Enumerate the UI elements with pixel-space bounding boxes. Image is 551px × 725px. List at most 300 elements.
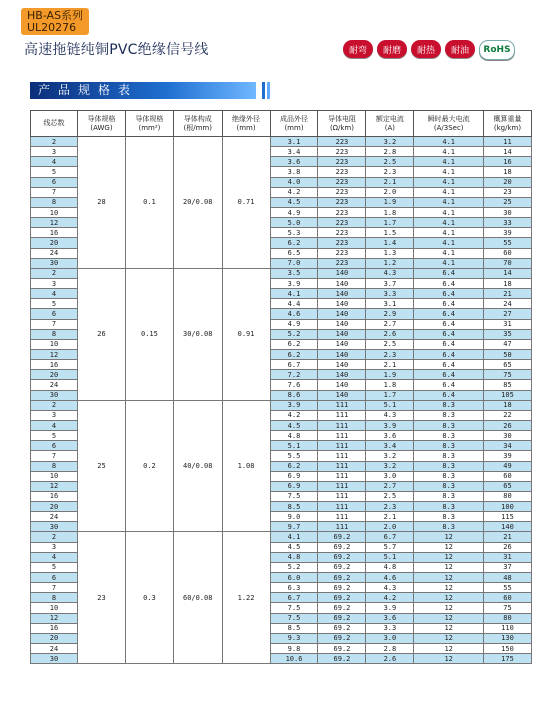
cell-rated-current: 1.8 <box>366 380 414 390</box>
cell-resistance: 223 <box>318 167 366 177</box>
cell-max-current: 4.1 <box>414 238 484 248</box>
cell-core-count: 16 <box>31 228 78 238</box>
cell-construction: 40/0.08 <box>173 400 222 532</box>
cell-resistance: 223 <box>318 187 366 197</box>
cell-outer-diameter: 8.5 <box>270 502 318 512</box>
cell-rated-current: 1.3 <box>366 248 414 258</box>
cell-max-current: 12 <box>414 552 484 562</box>
cell-core-count: 20 <box>31 238 78 248</box>
cell-resistance: 69.2 <box>318 542 366 552</box>
cell-core-count: 3 <box>31 147 78 157</box>
rohs-badge: RoHS <box>479 40 515 60</box>
cell-rated-current: 5.1 <box>366 552 414 562</box>
cell-max-current: 4.1 <box>414 187 484 197</box>
cell-weight: 26 <box>484 420 532 430</box>
cell-max-current: 12 <box>414 573 484 583</box>
cell-outer-diameter: 9.8 <box>270 644 318 654</box>
cell-resistance: 140 <box>318 370 366 380</box>
cell-rated-current: 2.8 <box>366 147 414 157</box>
column-header-unit: (A/3Sec) <box>433 123 464 132</box>
cell-max-current: 8.3 <box>414 522 484 532</box>
cell-core-count: 7 <box>31 187 78 197</box>
cell-max-current: 6.4 <box>414 309 484 319</box>
cell-insulation-od: 1.08 <box>222 400 270 532</box>
column-header-name: 导体规格 <box>87 114 116 123</box>
cell-rated-current: 2.3 <box>366 349 414 359</box>
column-header-name: 成品外径 <box>280 114 308 123</box>
cell-max-current: 4.1 <box>414 147 484 157</box>
cell-resistance: 223 <box>318 147 366 157</box>
cell-core-count: 5 <box>31 562 78 572</box>
column-header <box>31 111 78 137</box>
cell-max-current: 12 <box>414 654 484 664</box>
cell-weight: 80 <box>484 613 532 623</box>
cell-outer-diameter: 7.6 <box>270 380 318 390</box>
cell-rated-current: 5.1 <box>366 400 414 410</box>
cell-weight: 16 <box>484 157 532 167</box>
column-header <box>78 111 126 137</box>
cell-rated-current: 2.1 <box>366 177 414 187</box>
cell-resistance: 111 <box>318 502 366 512</box>
cell-outer-diameter: 7.5 <box>270 613 318 623</box>
cell-awg: 28 <box>78 137 126 269</box>
cell-resistance: 223 <box>318 157 366 167</box>
cell-weight: 30 <box>484 207 532 217</box>
cell-max-current: 8.3 <box>414 420 484 430</box>
cell-resistance: 140 <box>318 380 366 390</box>
cell-awg: 23 <box>78 532 126 664</box>
cell-outer-diameter: 3.9 <box>270 400 318 410</box>
cell-rated-current: 3.2 <box>366 451 414 461</box>
cell-outer-diameter: 7.2 <box>270 370 318 380</box>
cell-max-current: 12 <box>414 623 484 633</box>
cell-outer-diameter: 8.5 <box>270 623 318 633</box>
cell-core-count: 10 <box>31 339 78 349</box>
cell-resistance: 223 <box>318 218 366 228</box>
cell-core-count: 30 <box>31 654 78 664</box>
cell-outer-diameter: 7.0 <box>270 258 318 268</box>
cell-core-count: 20 <box>31 502 78 512</box>
cell-outer-diameter: 4.2 <box>270 187 318 197</box>
cell-resistance: 69.2 <box>318 593 366 603</box>
cell-resistance: 140 <box>318 349 366 359</box>
cell-core-count: 12 <box>31 481 78 491</box>
cell-max-current: 4.1 <box>414 157 484 167</box>
cell-outer-diameter: 5.5 <box>270 451 318 461</box>
cell-core-count: 20 <box>31 370 78 380</box>
cell-outer-diameter: 5.2 <box>270 562 318 572</box>
cell-weight: 34 <box>484 441 532 451</box>
cell-rated-current: 4.6 <box>366 573 414 583</box>
cell-outer-diameter: 4.5 <box>270 542 318 552</box>
cell-max-current: 12 <box>414 644 484 654</box>
cell-rated-current: 1.9 <box>366 370 414 380</box>
cell-resistance: 111 <box>318 431 366 441</box>
cell-core-count: 7 <box>31 319 78 329</box>
cell-awg: 26 <box>78 268 126 400</box>
cell-core-count: 6 <box>31 441 78 451</box>
cell-core-count: 10 <box>31 207 78 217</box>
cell-resistance: 140 <box>318 289 366 299</box>
cell-rated-current: 6.7 <box>366 532 414 542</box>
cell-rated-current: 2.1 <box>366 360 414 370</box>
cell-insulation-od: 0.91 <box>222 268 270 400</box>
cell-weight: 23 <box>484 187 532 197</box>
column-header-unit: (kg/km) <box>493 123 522 132</box>
cell-weight: 14 <box>484 268 532 278</box>
cell-outer-diameter: 4.9 <box>270 207 318 217</box>
cell-max-current: 8.3 <box>414 410 484 420</box>
cell-weight: 140 <box>484 522 532 532</box>
cell-rated-current: 2.0 <box>366 522 414 532</box>
cell-resistance: 140 <box>318 339 366 349</box>
cell-outer-diameter: 6.9 <box>270 481 318 491</box>
cell-weight: 20 <box>484 177 532 187</box>
cell-core-count: 3 <box>31 542 78 552</box>
cell-outer-diameter: 4.8 <box>270 431 318 441</box>
cell-resistance: 69.2 <box>318 603 366 613</box>
column-header-name: 导体构成 <box>183 114 212 123</box>
cell-weight: 30 <box>484 431 532 441</box>
cell-core-count: 6 <box>31 177 78 187</box>
cell-max-current: 8.3 <box>414 461 484 471</box>
table-row <box>31 400 532 410</box>
cell-rated-current: 2.1 <box>366 512 414 522</box>
cell-resistance: 223 <box>318 248 366 258</box>
cell-core-count: 3 <box>31 278 78 288</box>
cell-resistance: 140 <box>318 268 366 278</box>
cell-core-count: 16 <box>31 491 78 501</box>
cell-resistance: 69.2 <box>318 654 366 664</box>
column-header-unit: (AWG) <box>90 123 113 132</box>
cell-max-current: 4.1 <box>414 248 484 258</box>
cell-rated-current: 2.0 <box>366 187 414 197</box>
cell-outer-diameter: 4.1 <box>270 289 318 299</box>
cell-core-count: 12 <box>31 218 78 228</box>
section-title: 产品规格表 <box>30 82 256 99</box>
table-row <box>31 137 532 147</box>
cell-rated-current: 4.3 <box>366 268 414 278</box>
cell-weight: 26 <box>484 542 532 552</box>
cell-rated-current: 2.3 <box>366 502 414 512</box>
cell-outer-diameter: 8.6 <box>270 390 318 400</box>
cell-resistance: 111 <box>318 471 366 481</box>
cell-rated-current: 3.6 <box>366 613 414 623</box>
column-header-unit: (mm) <box>236 123 256 132</box>
column-header-name: 导体规格 <box>135 114 164 123</box>
cell-outer-diameter: 4.5 <box>270 197 318 207</box>
cell-core-count: 3 <box>31 410 78 420</box>
cell-weight: 60 <box>484 471 532 481</box>
cell-outer-diameter: 7.5 <box>270 603 318 613</box>
column-header <box>414 111 484 137</box>
cell-weight: 21 <box>484 532 532 542</box>
cell-core-count: 6 <box>31 309 78 319</box>
cell-rated-current: 3.6 <box>366 431 414 441</box>
cell-weight: 35 <box>484 329 532 339</box>
cell-rated-current: 3.9 <box>366 420 414 430</box>
cell-resistance: 69.2 <box>318 613 366 623</box>
cell-max-current: 6.4 <box>414 339 484 349</box>
cell-core-count: 4 <box>31 289 78 299</box>
cell-core-count: 24 <box>31 512 78 522</box>
cell-resistance: 69.2 <box>318 562 366 572</box>
cell-resistance: 223 <box>318 197 366 207</box>
cell-max-current: 6.4 <box>414 349 484 359</box>
cell-weight: 39 <box>484 228 532 238</box>
cell-weight: 85 <box>484 380 532 390</box>
feature-badges <box>343 40 515 60</box>
cell-outer-diameter: 5.2 <box>270 329 318 339</box>
cell-core-count: 30 <box>31 258 78 268</box>
cell-core-count: 8 <box>31 593 78 603</box>
cell-core-count: 24 <box>31 644 78 654</box>
cell-weight: 22 <box>484 410 532 420</box>
cell-rated-current: 3.3 <box>366 289 414 299</box>
series-label: HB-AS系列 <box>27 9 84 22</box>
cell-max-current: 8.3 <box>414 481 484 491</box>
cell-max-current: 8.3 <box>414 471 484 481</box>
cell-resistance: 69.2 <box>318 552 366 562</box>
cell-max-current: 6.4 <box>414 278 484 288</box>
cell-awg: 25 <box>78 400 126 532</box>
cell-rated-current: 2.3 <box>366 167 414 177</box>
cell-outer-diameter: 6.7 <box>270 593 318 603</box>
ul-code: UL20276 <box>27 21 77 34</box>
cell-outer-diameter: 4.4 <box>270 299 318 309</box>
column-header-unit: (mm²) <box>138 123 161 132</box>
cell-max-current: 6.4 <box>414 329 484 339</box>
cell-max-current: 4.1 <box>414 207 484 217</box>
oil-resistant-badge: 耐油 <box>445 40 475 58</box>
cell-max-current: 12 <box>414 542 484 552</box>
cell-rated-current: 3.0 <box>366 633 414 643</box>
cell-weight: 150 <box>484 644 532 654</box>
cell-weight: 70 <box>484 258 532 268</box>
cell-resistance: 223 <box>318 177 366 187</box>
cell-core-count: 8 <box>31 197 78 207</box>
cell-max-current: 12 <box>414 613 484 623</box>
cell-max-current: 6.4 <box>414 390 484 400</box>
cell-core-count: 2 <box>31 400 78 410</box>
cell-rated-current: 1.7 <box>366 218 414 228</box>
cell-resistance: 140 <box>318 360 366 370</box>
cell-weight: 48 <box>484 573 532 583</box>
cell-weight: 55 <box>484 238 532 248</box>
cell-max-current: 12 <box>414 633 484 643</box>
cell-max-current: 12 <box>414 603 484 613</box>
cell-rated-current: 4.3 <box>366 583 414 593</box>
column-header-name: 线芯数 <box>43 119 65 127</box>
cell-core-count: 12 <box>31 613 78 623</box>
cell-outer-diameter: 6.2 <box>270 238 318 248</box>
cell-max-current: 4.1 <box>414 218 484 228</box>
cell-weight: 75 <box>484 603 532 613</box>
column-header-unit: (Ω/km) <box>329 123 354 132</box>
cell-max-current: 12 <box>414 583 484 593</box>
cell-weight: 47 <box>484 339 532 349</box>
cell-weight: 130 <box>484 633 532 643</box>
column-header <box>270 111 318 137</box>
cell-rated-current: 4.8 <box>366 562 414 572</box>
cell-rated-current: 1.5 <box>366 228 414 238</box>
cell-max-current: 8.3 <box>414 512 484 522</box>
cell-outer-diameter: 4.0 <box>270 177 318 187</box>
cell-core-count: 5 <box>31 431 78 441</box>
cell-weight: 11 <box>484 137 532 147</box>
cell-resistance: 69.2 <box>318 573 366 583</box>
cell-max-current: 4.1 <box>414 197 484 207</box>
cell-resistance: 111 <box>318 461 366 471</box>
cell-rated-current: 4.3 <box>366 410 414 420</box>
cell-construction: 30/0.08 <box>173 268 222 400</box>
cell-outer-diameter: 6.2 <box>270 339 318 349</box>
cell-outer-diameter: 4.8 <box>270 552 318 562</box>
cell-resistance: 69.2 <box>318 583 366 593</box>
cell-rated-current: 4.2 <box>366 593 414 603</box>
cell-rated-current: 2.5 <box>366 491 414 501</box>
table-body <box>31 137 532 664</box>
column-header <box>125 111 173 137</box>
cell-resistance: 111 <box>318 400 366 410</box>
cell-resistance: 223 <box>318 207 366 217</box>
cell-weight: 14 <box>484 147 532 157</box>
cell-max-current: 6.4 <box>414 360 484 370</box>
cell-max-current: 8.3 <box>414 400 484 410</box>
cell-weight: 27 <box>484 309 532 319</box>
cell-rated-current: 2.8 <box>366 644 414 654</box>
series-tag <box>21 8 89 35</box>
cell-outer-diameter: 6.2 <box>270 461 318 471</box>
cell-weight: 18 <box>484 278 532 288</box>
cell-outer-diameter: 9.3 <box>270 633 318 643</box>
cell-rated-current: 2.7 <box>366 319 414 329</box>
cell-resistance: 223 <box>318 228 366 238</box>
cell-rated-current: 3.2 <box>366 461 414 471</box>
cell-weight: 55 <box>484 583 532 593</box>
cell-outer-diameter: 3.1 <box>270 137 318 147</box>
cell-weight: 80 <box>484 491 532 501</box>
cell-core-count: 2 <box>31 532 78 542</box>
cell-core-count: 2 <box>31 137 78 147</box>
cell-max-current: 6.4 <box>414 370 484 380</box>
cell-rated-current: 1.8 <box>366 207 414 217</box>
cell-core-count: 16 <box>31 623 78 633</box>
cell-weight: 49 <box>484 461 532 471</box>
cell-core-count: 4 <box>31 552 78 562</box>
table-header-row <box>31 111 532 137</box>
cell-weight: 175 <box>484 654 532 664</box>
cell-rated-current: 2.6 <box>366 329 414 339</box>
cell-outer-diameter: 5.3 <box>270 228 318 238</box>
cell-rated-current: 2.9 <box>366 309 414 319</box>
column-header-name: 瞬时最大电流 <box>427 114 470 123</box>
abrasion-resistant-badge: 耐磨 <box>377 40 407 58</box>
cell-weight: 31 <box>484 552 532 562</box>
cell-weight: 18 <box>484 167 532 177</box>
cell-core-count: 4 <box>31 420 78 430</box>
cell-rated-current: 3.1 <box>366 299 414 309</box>
cell-max-current: 8.3 <box>414 451 484 461</box>
cell-weight: 75 <box>484 370 532 380</box>
cell-outer-diameter: 6.9 <box>270 471 318 481</box>
cell-outer-diameter: 4.1 <box>270 532 318 542</box>
cell-weight: 33 <box>484 218 532 228</box>
cell-resistance: 69.2 <box>318 633 366 643</box>
cell-outer-diameter: 3.9 <box>270 278 318 288</box>
cell-weight: 60 <box>484 593 532 603</box>
cell-resistance: 69.2 <box>318 532 366 542</box>
cell-outer-diameter: 3.8 <box>270 167 318 177</box>
cell-rated-current: 1.7 <box>366 390 414 400</box>
cell-resistance: 140 <box>318 329 366 339</box>
cell-outer-diameter: 10.6 <box>270 654 318 664</box>
cell-max-current: 4.1 <box>414 167 484 177</box>
cell-outer-diameter: 4.5 <box>270 420 318 430</box>
cell-mm2: 0.15 <box>125 268 173 400</box>
cell-core-count: 30 <box>31 522 78 532</box>
cell-resistance: 111 <box>318 491 366 501</box>
cell-max-current: 8.3 <box>414 491 484 501</box>
cell-outer-diameter: 3.5 <box>270 268 318 278</box>
column-header-name: 导体电阻 <box>327 114 356 123</box>
cell-insulation-od: 1.22 <box>222 532 270 664</box>
cell-weight: 24 <box>484 299 532 309</box>
cell-core-count: 8 <box>31 461 78 471</box>
cell-max-current: 6.4 <box>414 380 484 390</box>
cell-rated-current: 3.9 <box>366 603 414 613</box>
table-row <box>31 268 532 278</box>
cell-resistance: 140 <box>318 299 366 309</box>
cell-core-count: 10 <box>31 603 78 613</box>
cell-resistance: 69.2 <box>318 644 366 654</box>
cell-resistance: 111 <box>318 441 366 451</box>
cell-weight: 100 <box>484 502 532 512</box>
cell-rated-current: 1.9 <box>366 197 414 207</box>
cell-resistance: 111 <box>318 420 366 430</box>
column-header-name: 绝缘外径 <box>232 114 261 123</box>
cell-resistance: 111 <box>318 451 366 461</box>
cell-max-current: 4.1 <box>414 228 484 238</box>
heat-resistant-badge: 耐热 <box>411 40 441 58</box>
cell-construction: 60/0.08 <box>173 532 222 664</box>
cell-max-current: 4.1 <box>414 258 484 268</box>
cell-outer-diameter: 4.9 <box>270 319 318 329</box>
column-header <box>222 111 270 137</box>
cell-resistance: 111 <box>318 512 366 522</box>
cell-max-current: 4.1 <box>414 177 484 187</box>
cell-resistance: 69.2 <box>318 623 366 633</box>
cell-max-current: 12 <box>414 532 484 542</box>
cell-weight: 60 <box>484 248 532 258</box>
cell-outer-diameter: 3.6 <box>270 157 318 167</box>
cell-core-count: 4 <box>31 157 78 167</box>
cell-rated-current: 5.7 <box>366 542 414 552</box>
cell-mm2: 0.3 <box>125 532 173 664</box>
cell-resistance: 223 <box>318 238 366 248</box>
cell-outer-diameter: 6.3 <box>270 583 318 593</box>
cell-core-count: 12 <box>31 349 78 359</box>
cell-resistance: 140 <box>318 319 366 329</box>
cell-rated-current: 2.5 <box>366 339 414 349</box>
cell-core-count: 6 <box>31 573 78 583</box>
cell-mm2: 0.1 <box>125 137 173 269</box>
cell-resistance: 223 <box>318 137 366 147</box>
cell-rated-current: 1.2 <box>366 258 414 268</box>
cell-outer-diameter: 9.0 <box>270 512 318 522</box>
cell-outer-diameter: 3.4 <box>270 147 318 157</box>
cell-max-current: 8.3 <box>414 441 484 451</box>
